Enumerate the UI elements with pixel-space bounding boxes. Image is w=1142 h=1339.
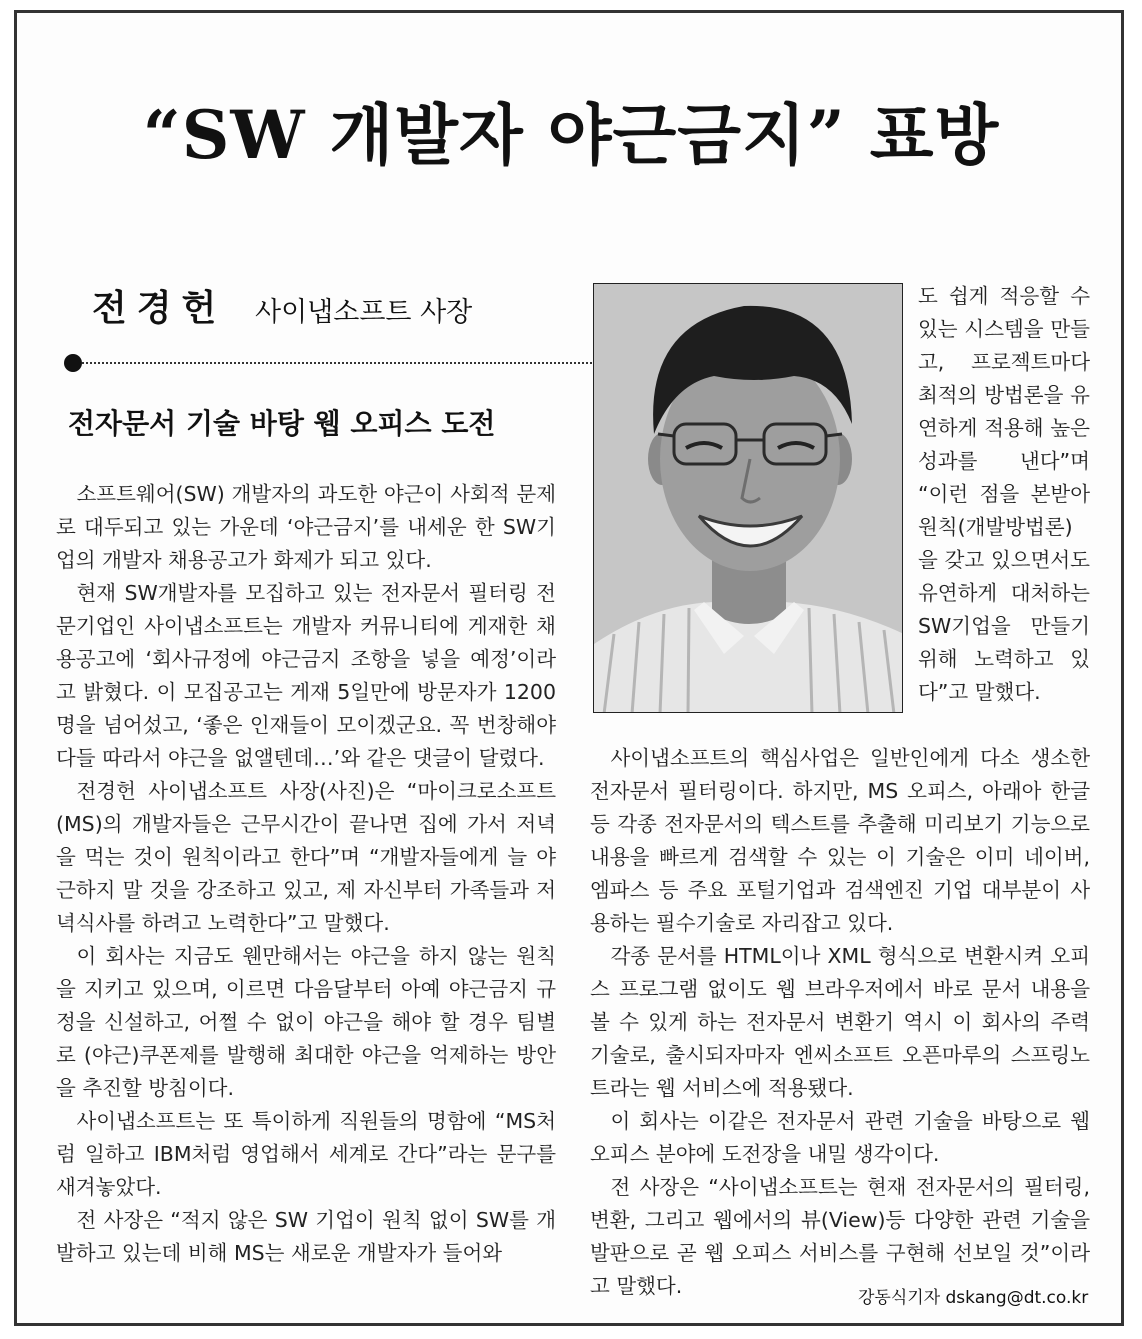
- paragraph: 전 사장은 “적지 않은 SW 기업이 원칙 없이 SW를 개발하고 있는데 비해 MS는 새로운 개발자가 들어와: [56, 1208, 556, 1265]
- column-right: [590, 742, 1090, 1303]
- reporter-credit: 강동식기자 dskang@dt.co.kr: [858, 1288, 1089, 1308]
- portrait-illustration: [594, 284, 903, 713]
- byline-name: 전경헌: [92, 287, 227, 329]
- paragraph: 이 회사는 이같은 전자문서 관련 기술을 바탕으로 웹 오피스 분야에 도전장을 내밀 생각이다.: [590, 1109, 1090, 1166]
- paragraph: 도 쉽게 적응할 수 있는 시스템을 만들고, 프로젝트마다 최적의 방법론을 유연하게 적용해 높은 성과를 낸다”며 “이런 점을 본받아 원칙(개발방법론)을 갖고 있으면서도 유연하게 대처하는 SW기업을 만들기 위해 노력하고 있다”고 말했다.: [918, 284, 1090, 704]
- paragraph: 현재 SW개발자를 모집하고 있는 전자문서 필터링 전문기업인 사이냅소프트는 개발자 커뮤니티에 게재한 채용공고에 ‘회사규정에 야근금지 조항을 넣을 예정’이라고 밝혔다. 이 모집공고는 게재 5일만에 방문자가 1200명을 넘어섰고, ‘좋은 인재들이 모이겠군요. 꼭 번창해야 다들 따라서 야근을 없앨텐데…’와 같은 댓글이 달렸다.: [56, 581, 556, 770]
- subhead: 전자문서 기술 바탕 웹 오피스 도전: [68, 407, 496, 440]
- paragraph: 이 회사는 지금도 웬만해서는 야근을 하지 않는 원칙을 지키고 있으며, 이르면 다음달부터 아예 야근금지 규정을 신설하고, 어쩔 수 없이 야근을 해야 할 경우 팀별로 (야근)쿠폰제를 발행해 최대한 야근을 억제하는 방안을 추진할 방침이다.: [56, 944, 556, 1100]
- paragraph: 사이냅소프트의 핵심사업은 일반인에게 다소 생소한 전자문서 필터링이다. 하지만, MS 오피스, 아래아 한글 등 각종 전자문서의 텍스트를 추출해 미리보기 기능으로 내용을 빠르게 검색할 수 있는 이 기술은 이미 네이버, 엠파스 등 주요 포털기업과 검색엔진 기업 대부분이 사용하는 필수기술로 자리잡고 있다.: [590, 746, 1090, 935]
- column-narrow: [918, 280, 1090, 709]
- paragraph: 각종 문서를 HTML이나 XML 형식으로 변환시켜 오피스 프로그램 없이도 웹 브라우저에서 바로 문서 내용을 볼 수 있게 하는 전자문서 변환기 역시 이 회사의 주력 기술로, 출시되자마자 엔씨소프트 오픈마루의 스프링노트라는 웹 서비스에 적용됐다.: [590, 944, 1090, 1100]
- paragraph: 전 사장은 “사이냅소프트는 현재 전자문서의 필터링, 변환, 그리고 웹에서의 뷰(View)등 다양한 관련 기술을 발판으로 곧 웹 오피스 서비스를 구현해 선보일 것”이라고 말했다.: [590, 1175, 1090, 1298]
- headline: “SW 개발자 야근금지” 표방: [142, 96, 1000, 174]
- divider-line: [82, 362, 592, 364]
- column-left: [56, 478, 556, 1270]
- portrait-photo: [593, 283, 903, 713]
- paragraph: 전경헌 사이냅소프트 사장(사진)은 “마이크로소프트(MS)의 개발자들은 근무시간이 끝나면 집에 가서 저녁을 먹는 것이 원칙이라고 한다”며 “개발자들에게 늘 야근하지 말 것을 강조하고 있고, 제 자신부터 가족들과 저녁식사를 하려고 노력한다”고 말했다.: [56, 779, 556, 935]
- paragraph: 사이냅소프트는 또 특이하게 직원들의 명함에 “MS처럼 일하고 IBM처럼 영업해서 세계로 간다”라는 문구를 새겨놓았다.: [56, 1109, 556, 1199]
- byline-title: 사이냅소프트 사장: [255, 297, 473, 328]
- paragraph: 소프트웨어(SW) 개발자의 과도한 야근이 사회적 문제로 대두되고 있는 가운데 ‘야근금지’를 내세운 한 SW기업의 개발자 채용공고가 화제가 되고 있다.: [56, 482, 556, 572]
- divider-dot: [64, 354, 82, 372]
